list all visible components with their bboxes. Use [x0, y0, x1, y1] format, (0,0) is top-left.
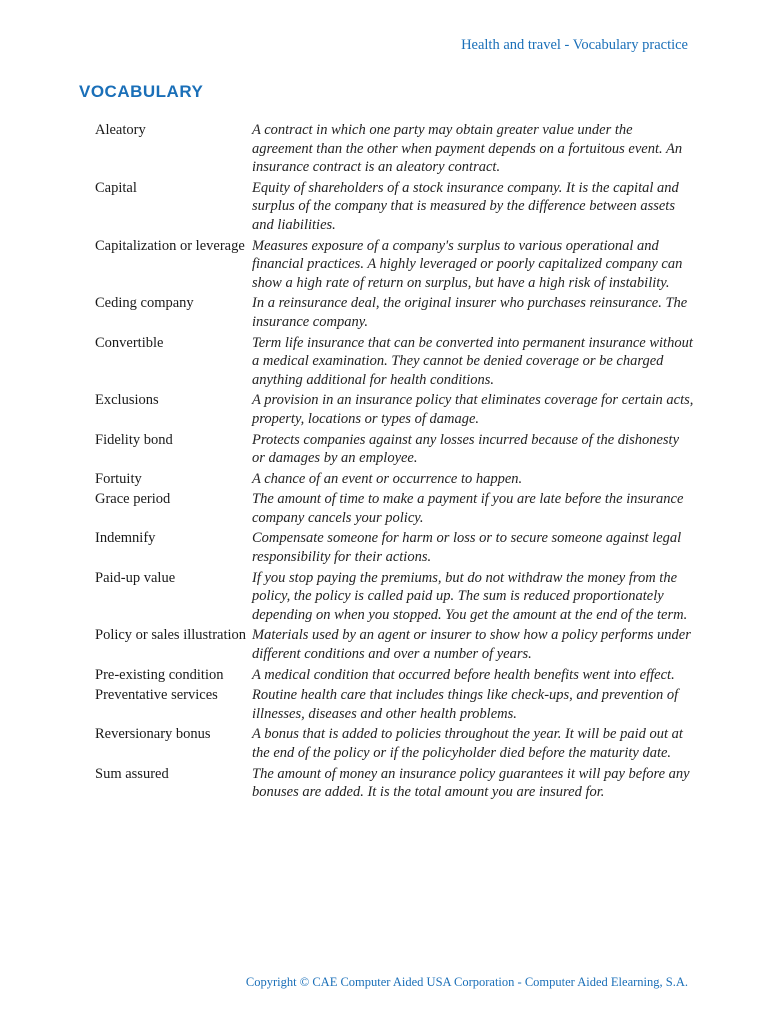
vocab-row [95, 431, 695, 468]
vocab-definition: Compensate someone for harm or loss or to secure someone against legal responsibility for their actions. [252, 530, 682, 566]
vocab-row [95, 237, 695, 293]
vocab-row [95, 765, 695, 802]
vocab-definition: A medical condition that occurred before health benefits went into effect. [252, 666, 675, 683]
vocab-row [95, 686, 695, 723]
vocab-term: Pre-existing condition [95, 666, 224, 683]
vocab-row [95, 334, 695, 390]
copyright-footer: Copyright © CAE Computer Aided USA Corporation - Computer Aided Elearning, S.A. [245, 975, 688, 989]
vocab-definition: A bonus that is added to policies throughout the year. It will be paid out at the end of the policy or if the policyholder died before the maturity date. [252, 726, 683, 761]
vocab-term: Sum assured [95, 765, 169, 782]
vocab-term: Exclusions [95, 392, 159, 409]
vocab-row [95, 121, 695, 177]
vocab-definition: Protects companies against any losses incurred because of the dishonesty or damages by an employee. [252, 431, 680, 467]
vocab-row [95, 626, 695, 663]
vocab-term: Capitalization or leverage [95, 237, 245, 254]
vocab-row [95, 391, 695, 428]
vocab-definition: Equity of shareholders of a stock insurance company. It is the capital and surplus of the company that is measured by the difference between assets and liabilities. [252, 179, 679, 233]
vocab-term: Ceding company [95, 295, 194, 312]
page-header-title: Health and travel - Vocabulary practice [461, 37, 688, 53]
vocabulary-list [95, 121, 695, 804]
vocab-definition: The amount of money an insurance policy guarantees it will pay before any bonuses are added. It is the total amount you are insured for. [252, 765, 690, 801]
vocab-term: Preventative services [95, 687, 218, 704]
vocab-definition: Measures exposure of a company's surplus to various operational and financial practices. A highly leveraged or poorly capitalized company can show a high rate of return on surplus, but have a high risk of instability. [252, 237, 683, 291]
vocab-row [95, 179, 695, 235]
vocab-definition: A provision in an insurance policy that eliminates coverage for certain acts, property, locations or types of damage. [252, 392, 694, 427]
vocab-definition: A contract in which one party may obtain greater value under the agreement than the other when payment depends on a fortuitous event. An insurance contract is an aleatory contract. [252, 122, 683, 176]
vocab-row [95, 569, 695, 625]
vocab-term: Fidelity bond [95, 431, 173, 448]
vocab-definition: Routine health care that includes things like check-ups, and prevention of illnesses, diseases and other health problems. [252, 687, 679, 722]
vocab-term: Indemnify [95, 530, 156, 547]
vocab-term: Capital [95, 179, 137, 196]
vocab-definition: A chance of an event or occurrence to happen. [252, 470, 523, 487]
vocab-term: Grace period [95, 491, 171, 508]
vocab-term: Reversionary bonus [95, 726, 211, 743]
vocab-definition: Term life insurance that can be converted into permanent insurance without a medical examination. They cannot be denied coverage or be charged anything additional for health conditions. [252, 334, 693, 388]
vocab-row [95, 725, 695, 762]
vocab-row [95, 529, 695, 566]
vocab-definition: Materials used by an agent or insurer to show how a policy performs under different conditions and over a number of years. [252, 627, 691, 663]
vocab-row [95, 666, 695, 685]
vocab-term: Aleatory [95, 122, 146, 138]
section-title: VOCABULARY [79, 82, 204, 101]
vocab-definition: The amount of time to make a payment if you are late before the insurance company cancels your policy. [252, 491, 684, 526]
vocab-term: Convertible [95, 334, 164, 351]
vocab-definition: If you stop paying the premiums, but do not withdraw the money from the policy, the policy is called paid up. The sum is reduced proportionately depending on when you stopped. You get the amount at the end of the term. [252, 569, 688, 623]
vocab-row [95, 470, 695, 489]
vocab-definition: In a reinsurance deal, the original insurer who purchases reinsurance. The insurance company. [252, 295, 688, 330]
vocab-row [95, 294, 695, 331]
vocab-term: Paid-up value [95, 569, 176, 586]
vocab-term: Policy or sales illustration [95, 627, 247, 644]
vocab-row [95, 490, 695, 527]
vocab-term: Fortuity [95, 470, 142, 487]
